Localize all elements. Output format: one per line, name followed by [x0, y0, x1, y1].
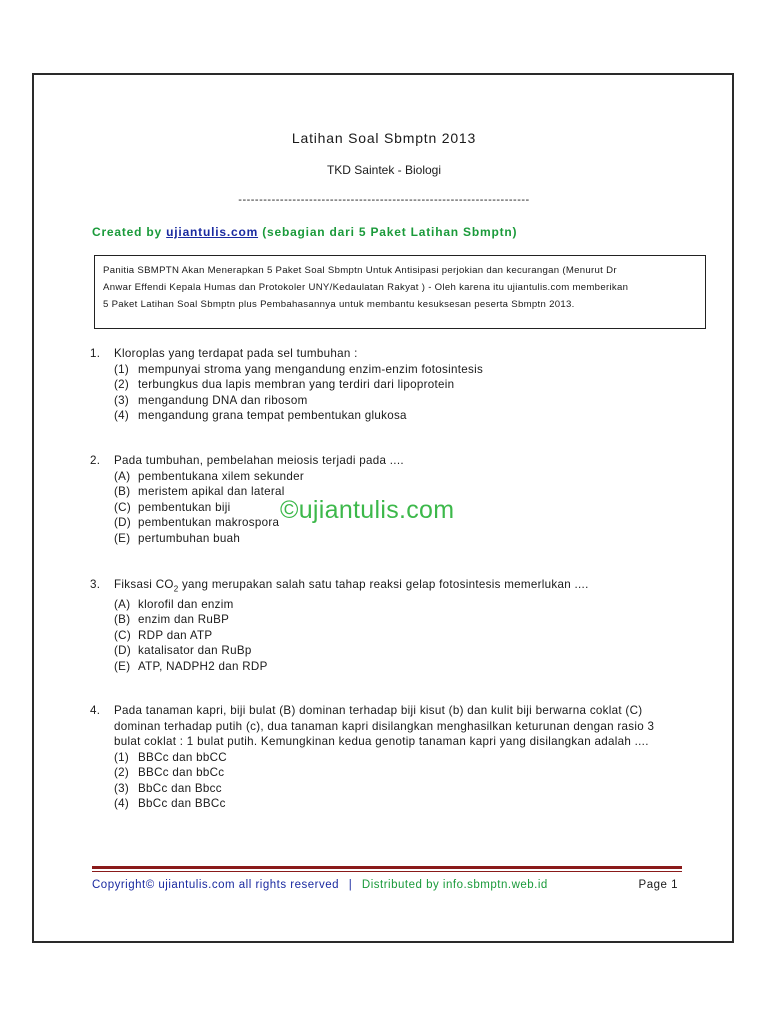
- question-text-line: dominan terhadap putih (c), dua tanaman kapri disilangkan menghasilkan keturunan dengan rasio 3: [114, 719, 655, 733]
- option-list: [114, 597, 690, 675]
- option-item: [114, 393, 690, 409]
- created-by-suffix: (sebagian dari 5 Paket Latihan Sbmptn): [262, 225, 518, 239]
- question-1: [90, 346, 690, 424]
- copyright-text: Copyright© ujiantulis.com all rights reserved: [92, 879, 340, 891]
- option-text: pembentukan makrospora: [138, 516, 280, 529]
- option-item: [114, 469, 690, 485]
- intro-line: Anwar Effendi Kepala Humas dan Protokoler UNY/Kedaulatan Rakyat ) - Oleh karena itu ujiantulis.com memberikan: [103, 282, 629, 293]
- option-label: (D): [114, 644, 131, 658]
- page-subtitle: TKD Saintek - Biologi: [326, 163, 442, 177]
- footer: [92, 879, 682, 891]
- option-text: BbCc dan Bbcc: [138, 781, 222, 795]
- option-text: BbCc dan BBCc: [138, 797, 226, 810]
- option-item: [114, 796, 690, 812]
- option-label: (E): [114, 531, 131, 545]
- question-4: [90, 703, 690, 812]
- option-item: [114, 612, 690, 628]
- option-item: [114, 377, 690, 393]
- option-text: RDP dan ATP: [138, 628, 213, 642]
- intro-line: Panitia SBMPTN Akan Menerapkan 5 Paket Soal Sbmptn Untuk Antisipasi perjokian dan kecurangan (Menurut Dr: [103, 265, 617, 276]
- option-item: [114, 659, 690, 675]
- footer-rule-thin: [92, 871, 682, 872]
- option-label: (1): [114, 750, 130, 764]
- option-text: mengandung DNA dan ribosom: [138, 393, 308, 407]
- ujiantulis-link[interactable]: ujiantulis.com: [166, 225, 259, 239]
- question-text-line: bulat coklat : 1 bulat putih. Kemungkinan kedua genotip tanaman kapri yang disilangkan adalah ....: [114, 735, 649, 748]
- option-item: [114, 643, 690, 659]
- option-label: (C): [114, 628, 131, 642]
- option-label: (2): [114, 766, 130, 779]
- option-label: (4): [114, 409, 130, 422]
- created-by-line: [92, 225, 517, 239]
- question-text: [114, 703, 690, 750]
- option-text: pembentukana xilem sekunder: [138, 469, 304, 483]
- option-item: [114, 531, 690, 547]
- footer-rule: [92, 866, 682, 869]
- subscript: 2: [173, 584, 179, 594]
- dashed-divider: ----------------------------------------------------------------------: [238, 194, 530, 206]
- option-label: (A): [114, 469, 131, 483]
- question-text-part: Fiksasi CO: [114, 578, 174, 591]
- question-text-line: Pada tanaman kapri, biji bulat (B) dominan terhadap biji kisut (b) dan kulit biji berwarna coklat (C): [114, 704, 643, 717]
- option-item: [114, 628, 690, 644]
- option-text: klorofil dan enzim: [138, 597, 234, 611]
- option-text: meristem apikal dan lateral: [138, 485, 285, 498]
- option-label: (E): [114, 659, 131, 673]
- option-text: BBCc dan bbCC: [138, 750, 227, 764]
- option-label: (C): [114, 500, 131, 514]
- option-text: pembentukan biji: [138, 500, 231, 514]
- question-text-part: yang merupakan salah satu tahap reaksi gelap fotosintesis memerlukan ....: [178, 578, 589, 591]
- option-text: katalisator dan RuBp: [138, 644, 252, 658]
- option-label: (2): [114, 378, 130, 391]
- option-item: [114, 362, 690, 378]
- question-number: 2.: [90, 454, 101, 467]
- option-text: mempunyai stroma yang mengandung enzim-enzim fotosintesis: [138, 362, 484, 376]
- intro-box: [94, 255, 706, 329]
- option-text: mengandung grana tempat pembentukan glukosa: [138, 409, 407, 422]
- question-number: 4.: [90, 704, 101, 717]
- page-title: Latihan Soal Sbmptn 2013: [291, 130, 477, 146]
- option-item: [114, 781, 690, 797]
- question-text: Kloroplas yang terdapat pada sel tumbuhan :: [114, 347, 358, 360]
- option-text: BBCc dan bbCc: [138, 766, 225, 779]
- intro-line: 5 Paket Latihan Soal Sbmptn plus Pembahasannya untuk membantu kesuksesan peserta Sbmptn 2013.: [103, 299, 575, 310]
- watermark: ©ujiantulis.com: [280, 496, 455, 524]
- question-number: 1.: [90, 347, 101, 360]
- option-list: [114, 362, 690, 424]
- question-text: [114, 577, 690, 597]
- page-number: Page 1: [638, 879, 678, 891]
- option-label: (D): [114, 516, 131, 529]
- created-by-prefix: Created by: [92, 225, 163, 239]
- question-3: [90, 577, 690, 674]
- option-text: enzim dan RuBP: [138, 613, 230, 627]
- option-label: (4): [114, 797, 130, 810]
- footer-separator: |: [348, 879, 353, 891]
- option-item: [114, 408, 690, 424]
- option-label: (1): [114, 362, 130, 376]
- option-label: (A): [114, 597, 131, 611]
- option-text: ATP, NADPH2 dan RDP: [138, 659, 268, 673]
- option-list: [114, 750, 690, 812]
- question-number: 3.: [90, 578, 101, 591]
- option-item: [114, 750, 690, 766]
- distributed-by-text: Distributed by info.sbmptn.web.id: [361, 879, 548, 891]
- option-label: (B): [114, 613, 131, 627]
- option-label: (3): [114, 781, 130, 795]
- option-label: (B): [114, 485, 131, 498]
- option-text: pertumbuhan buah: [138, 531, 241, 545]
- option-text: terbungkus dua lapis membran yang terdiri dari lipoprotein: [138, 378, 455, 391]
- option-item: [114, 597, 690, 613]
- option-label: (3): [114, 393, 130, 407]
- question-text: Pada tumbuhan, pembelahan meiosis terjadi pada ....: [114, 454, 404, 467]
- option-item: [114, 765, 690, 781]
